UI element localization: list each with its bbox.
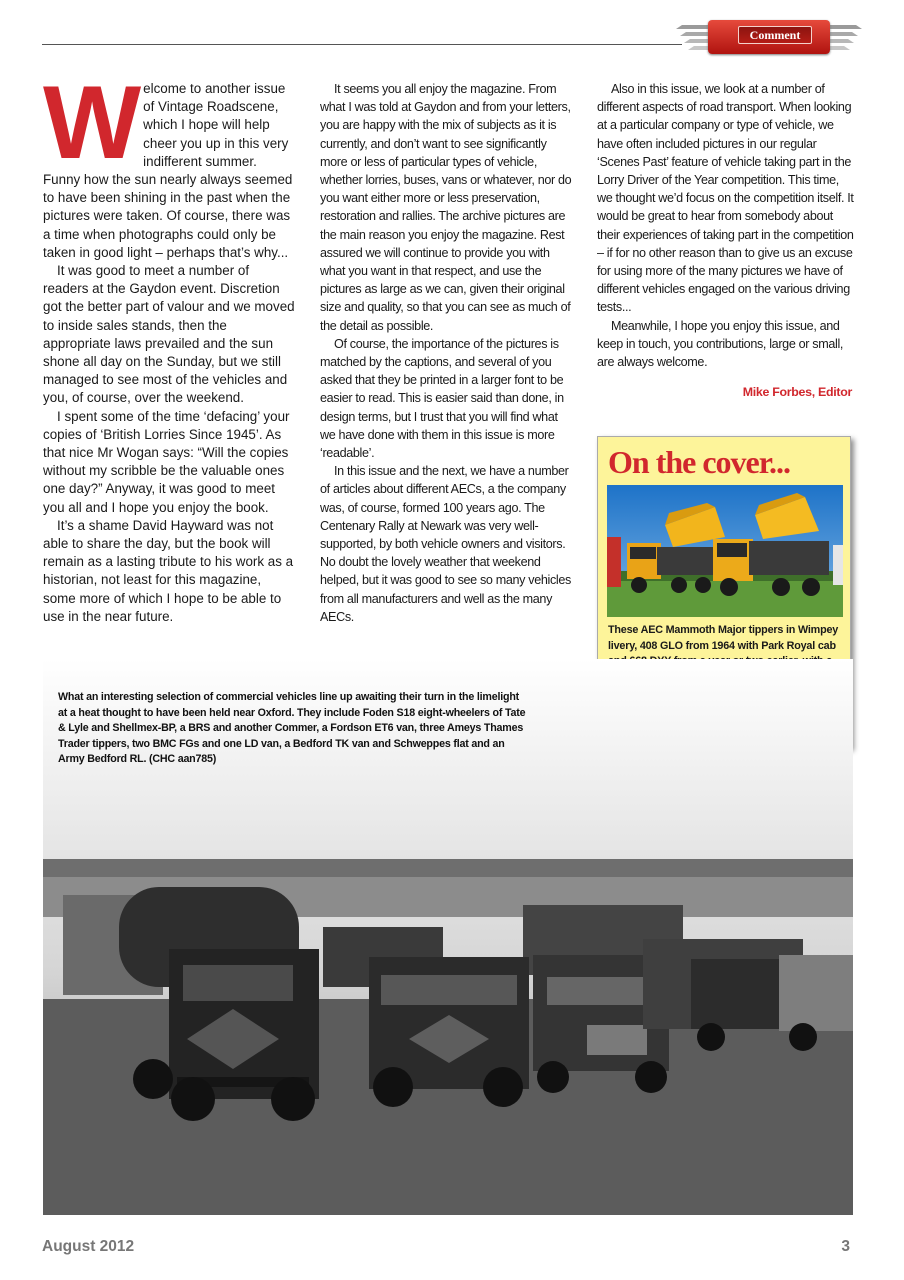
header-rule (42, 44, 682, 45)
editor-signature: Mike Forbes, Editor (742, 385, 852, 400)
section-label: Comment (738, 26, 812, 44)
paragraph: elcome to another issue of Vintage Roadscene, which I hope will help cheer you up in this very indifferent summer. Funny how the sun nearly always seemed to have been shining in the past when the pictures were taken. Of course, there was a time when photographs could only be taken in good light – perhaps that’s why... (43, 81, 293, 260)
column-3 (597, 80, 855, 401)
cover-title: On the cover... (608, 444, 791, 480)
paragraph: Also in this issue, we look at a number of different aspects of road transport. When looking at a particular company or type of vehicle, we have often included pictures in our regular ‘Scenes Past’ feature of vehicle taking part in the Lorry Driver of the Year competition. This time, we thought we’d focus on the competition itself. It would be great to hear from somebody about their experiences of taking part in the competition – if for no other reason than to give us an excuse for using more of the many pictures we have of different vehicles engaged on the various driving tests... (597, 82, 854, 315)
issue-date: August 2012 (42, 1238, 135, 1255)
paragraph: Meanwhile, I hope you enjoy this issue, and keep in touch, you contributions, large or small, are always welcome. (597, 318, 844, 370)
paragraph: Of course, the importance of the pictures is matched by the captions, and several of you asked that they be printed in a larger font to be easier to read. This is easier said than done, in design terms, but I trust that you will find what we have done with them in this issue is more ‘readable’. (320, 336, 564, 461)
page-number: 3 (841, 1238, 850, 1255)
paragraph: In this issue and the next, we have a number of articles about different AECs, a the company was, of course, formed 100 years ago. The Centenary Rally at Newark was very well-supported, by both vehicle owners and visitors. No doubt the lovely weather that weekend helped, but it was good to see so many vehicles from all manufacturers and well as the many AECs. (320, 464, 571, 624)
paragraph: I spent some of the time ‘defacing’ your copies of ‘British Lorries Since 1945’. As that nice Mr Wogan says: “Will the copies without my scribble be the valuable ones one day?” Anyway, it was good to meet you all and I hope you enjoy the book. (43, 408, 290, 515)
paragraph: It’s a shame David Hayward was not able to share the day, but the book will remain as a lasting tribute to his work as a historian, not least for this magazine, some more of which I hope to be able to use in the near future. (43, 517, 294, 624)
main-photo-caption: What an interesting selection of commercial vehicles line up awaiting their turn in the limelight at a heat thought to have been held near Oxford. They include Foden S18 eight-wheelers of Tate & Lyle and Shellmex-BP, a BRS and another Commer, a Fordson ET6 van, three Ameys Thames Trader tippers, two BMC FGs and one LD van, a Bedford TK van and Schweppes flat and an Army Bedford RL. (CHC aan785) (58, 691, 526, 766)
column-2 (320, 80, 574, 626)
right-wing-icon (826, 22, 862, 50)
cover-caption: These AEC Mammoth Major tippers in Wimpey livery, 408 GLO from 1964 with Park Royal cab (608, 624, 839, 652)
paragraph: It seems you all enjoy the magazine. From what I was told at Gaydon and from your letters, you are happy with the mix of subjects as it is currently, and don’t want to see significantly more or less of particular types of vehicle, whether lorries, buses, vans or whatever, nor do you want either more or less preservation, restoration and rallies. The archive pictures are the main reason you enjoy the magazine. Rest assured we will continue to provide you with what you want in that respect, and use the pictures as large as we can, given their original size and quality, so that you can see as much of the detail as possible. (320, 82, 572, 333)
left-wing-icon (676, 22, 712, 50)
tipper-trucks-image (607, 485, 843, 617)
drop-cap: W (43, 65, 138, 181)
column-1 (43, 65, 295, 626)
cover-photo (607, 485, 843, 617)
comment-badge (708, 20, 830, 54)
paragraph: It was good to meet a number of readers at the Gaydon event. Discretion got the better part of valour and we moved to inside sales stands, then the appropriate laws prevailed and the sun shone all day on the Sunday, but we still managed to see most of the vehicles and you, of course, over the weekend. (43, 263, 295, 406)
section-badge (676, 18, 862, 54)
